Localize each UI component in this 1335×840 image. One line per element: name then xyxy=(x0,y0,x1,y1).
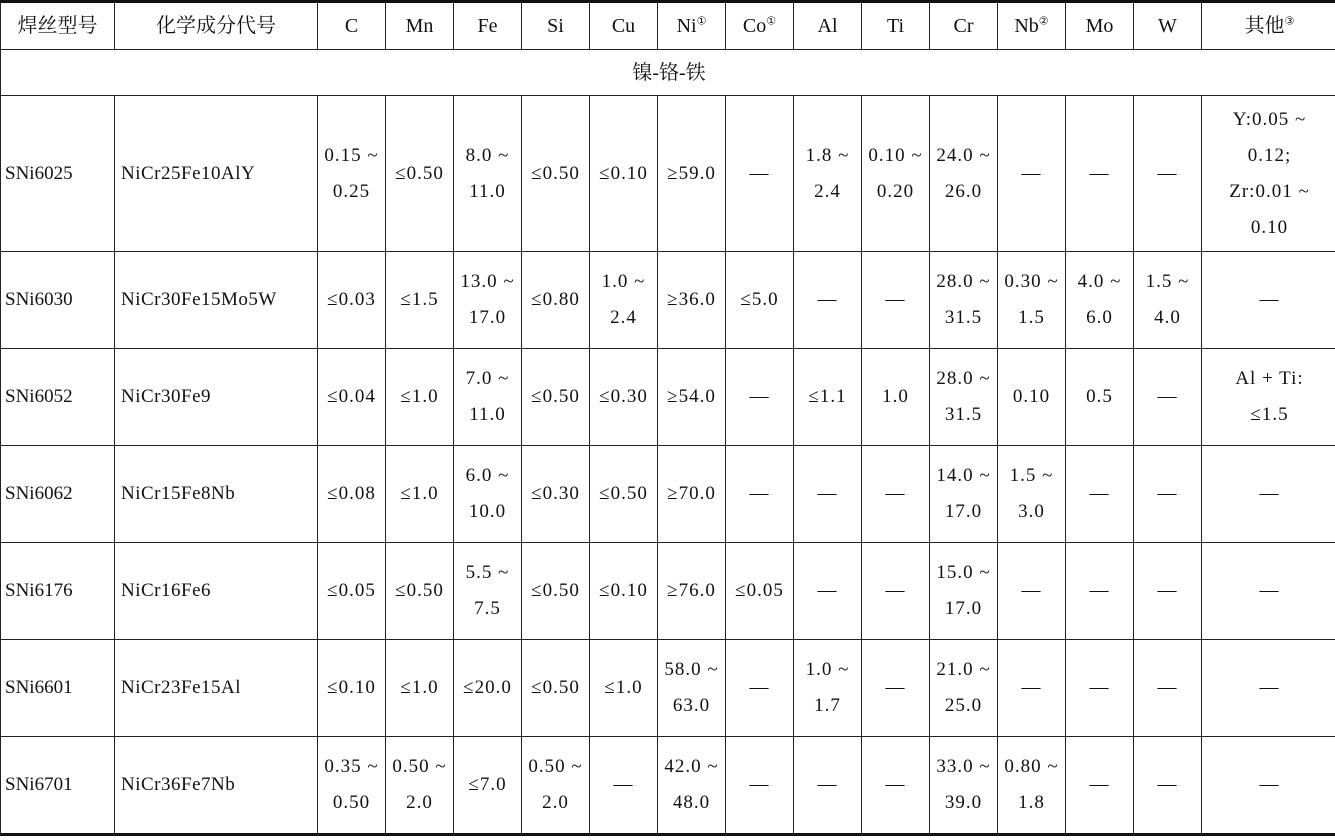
column-header-label: 其他 xyxy=(1244,15,1285,37)
table-cell: — xyxy=(1066,543,1134,640)
composition-code-cell: NiCr16Fe6 xyxy=(115,543,318,640)
column-header xyxy=(522,2,590,50)
table-cell: ≤0.50 xyxy=(386,96,454,252)
header-row xyxy=(1,2,1335,50)
column-header-label: Cu xyxy=(611,15,636,37)
table-cell: — xyxy=(998,543,1066,640)
column-header xyxy=(1,2,115,50)
table-cell: Al + Ti: ≤1.5 xyxy=(1202,349,1335,446)
wire-model-cell: SNi6176 xyxy=(1,543,115,640)
table-cell: — xyxy=(794,543,862,640)
table-cell: ≥54.0 xyxy=(658,349,726,446)
table-cell: ≤1.0 xyxy=(590,640,658,737)
footnote-marker: ① xyxy=(766,15,777,28)
table-cell: — xyxy=(590,737,658,835)
table-cell: ≤0.50 xyxy=(522,349,590,446)
column-header xyxy=(1134,2,1202,50)
column-header-label: Co xyxy=(742,15,767,37)
composition-code-cell: NiCr25Fe10AlY xyxy=(115,96,318,252)
column-header-label: Fe xyxy=(477,15,498,37)
table-cell: ≤0.80 xyxy=(522,252,590,349)
column-header xyxy=(862,2,930,50)
table-cell: ≤1.0 xyxy=(386,446,454,543)
table-cell: ≤7.0 xyxy=(454,737,522,835)
column-header xyxy=(115,2,318,50)
table-row xyxy=(1,96,1335,252)
table-cell: — xyxy=(998,640,1066,737)
table-cell: — xyxy=(1134,446,1202,543)
table-cell: ≤20.0 xyxy=(454,640,522,737)
column-header xyxy=(318,2,386,50)
table-cell: — xyxy=(726,96,794,252)
table-cell: 1.8 ~ 2.4 xyxy=(794,96,862,252)
table-cell: 0.50 ~ 2.0 xyxy=(522,737,590,835)
column-header-label: Al xyxy=(817,15,838,37)
table-cell: 42.0 ~ 48.0 xyxy=(658,737,726,835)
table-cell: 33.0 ~ 39.0 xyxy=(930,737,998,835)
table-cell: ≤0.03 xyxy=(318,252,386,349)
column-header-label: 焊丝型号 xyxy=(17,15,98,37)
table-cell: 5.5 ~ 7.5 xyxy=(454,543,522,640)
wire-model-cell: SNi6601 xyxy=(1,640,115,737)
table-cell: — xyxy=(1066,640,1134,737)
table-cell: 1.5 ~ 3.0 xyxy=(998,446,1066,543)
table-cell: — xyxy=(1202,640,1335,737)
table-cell: — xyxy=(726,349,794,446)
table-cell: — xyxy=(1066,96,1134,252)
table-cell: — xyxy=(794,446,862,543)
column-header xyxy=(590,2,658,50)
footnote-marker: ② xyxy=(1038,15,1049,28)
table-cell: — xyxy=(794,252,862,349)
table-cell: 0.30 ~ 1.5 xyxy=(998,252,1066,349)
table-cell: — xyxy=(862,252,930,349)
table-cell: ≤0.50 xyxy=(522,543,590,640)
table-cell: — xyxy=(726,737,794,835)
wire-model-cell: SNi6052 xyxy=(1,349,115,446)
table-cell: ≤1.0 xyxy=(386,349,454,446)
column-header-label: Si xyxy=(547,15,564,37)
table-cell: 28.0 ~ 31.5 xyxy=(930,252,998,349)
table-cell: ≤0.10 xyxy=(590,543,658,640)
table-cell: ≥36.0 xyxy=(658,252,726,349)
column-header-label: Ni xyxy=(676,15,697,37)
table-cell: ≤0.50 xyxy=(522,640,590,737)
table-cell: 1.0 ~ 1.7 xyxy=(794,640,862,737)
footnote-marker: ① xyxy=(696,15,707,28)
table-cell: 0.80 ~ 1.8 xyxy=(998,737,1066,835)
column-header xyxy=(930,2,998,50)
table-cell: 1.0 ~ 2.4 xyxy=(590,252,658,349)
table-cell: ≤0.04 xyxy=(318,349,386,446)
wire-model-cell: SNi6025 xyxy=(1,96,115,252)
column-header xyxy=(1066,2,1134,50)
table-cell: ≤0.50 xyxy=(386,543,454,640)
table-cell: 8.0 ~ 11.0 xyxy=(454,96,522,252)
footnote-marker: ③ xyxy=(1284,15,1295,28)
table-cell: 1.0 xyxy=(862,349,930,446)
wire-model-cell: SNi6030 xyxy=(1,252,115,349)
wire-model-cell: SNi6701 xyxy=(1,737,115,835)
composition-code-cell: NiCr15Fe8Nb xyxy=(115,446,318,543)
table-cell: — xyxy=(1134,349,1202,446)
table-cell: ≤5.0 xyxy=(726,252,794,349)
table-cell: — xyxy=(1202,543,1335,640)
table-cell: ≤0.10 xyxy=(590,96,658,252)
table-row xyxy=(1,737,1335,835)
composition-code-cell: NiCr23Fe15Al xyxy=(115,640,318,737)
column-header xyxy=(658,2,726,50)
table-cell: ≥70.0 xyxy=(658,446,726,543)
table-cell: ≤0.50 xyxy=(590,446,658,543)
column-header xyxy=(794,2,862,50)
table-cell: ≤1.5 xyxy=(386,252,454,349)
table-cell: ≤0.50 xyxy=(522,96,590,252)
table-cell: 0.15 ~ 0.25 xyxy=(318,96,386,252)
table-cell: ≥76.0 xyxy=(658,543,726,640)
table-cell: 28.0 ~ 31.5 xyxy=(930,349,998,446)
table-cell: 1.5 ~ 4.0 xyxy=(1134,252,1202,349)
table-cell: ≤1.1 xyxy=(794,349,862,446)
table-cell: 13.0 ~ 17.0 xyxy=(454,252,522,349)
column-header xyxy=(386,2,454,50)
wire-model-cell: SNi6062 xyxy=(1,446,115,543)
table-cell: — xyxy=(794,737,862,835)
column-header-label: C xyxy=(344,15,359,37)
composition-code-cell: NiCr30Fe15Mo5W xyxy=(115,252,318,349)
table-cell: 6.0 ~ 10.0 xyxy=(454,446,522,543)
table-cell: 0.10 ~ 0.20 xyxy=(862,96,930,252)
column-header xyxy=(1202,2,1335,50)
table-cell: — xyxy=(1134,543,1202,640)
table-cell: ≤1.0 xyxy=(386,640,454,737)
section-row xyxy=(1,50,1335,96)
column-header-label: Mo xyxy=(1085,15,1114,37)
table-cell: — xyxy=(1066,446,1134,543)
table-cell: 0.35 ~ 0.50 xyxy=(318,737,386,835)
table-cell: — xyxy=(862,737,930,835)
column-header xyxy=(998,2,1066,50)
table-cell: — xyxy=(726,446,794,543)
column-header-label: Ti xyxy=(886,15,905,37)
table-cell: 14.0 ~ 17.0 xyxy=(930,446,998,543)
column-header-label: 化学成分代号 xyxy=(156,15,276,37)
table-cell: 58.0 ~ 63.0 xyxy=(658,640,726,737)
table-cell: 0.5 xyxy=(1066,349,1134,446)
table-cell: — xyxy=(862,640,930,737)
table-cell: 4.0 ~ 6.0 xyxy=(1066,252,1134,349)
table-cell: ≤0.10 xyxy=(318,640,386,737)
column-header-label: Cr xyxy=(953,15,974,37)
table-cell: — xyxy=(998,96,1066,252)
table-cell: — xyxy=(1202,737,1335,835)
column-header-label: Nb xyxy=(1014,15,1039,37)
column-header xyxy=(726,2,794,50)
table-cell: Y:0.05 ~ 0.12; Zr:0.01 ~ 0.10 xyxy=(1202,96,1335,252)
table-row xyxy=(1,349,1335,446)
table-cell: 21.0 ~ 25.0 xyxy=(930,640,998,737)
composition-code-cell: NiCr36Fe7Nb xyxy=(115,737,318,835)
table-cell: — xyxy=(1202,252,1335,349)
table-cell: ≤0.05 xyxy=(318,543,386,640)
table-cell: ≤0.08 xyxy=(318,446,386,543)
table-row xyxy=(1,640,1335,737)
table-row xyxy=(1,252,1335,349)
table-cell: — xyxy=(1134,96,1202,252)
column-header-label: W xyxy=(1158,15,1177,37)
table-cell: 24.0 ~ 26.0 xyxy=(930,96,998,252)
table-cell: — xyxy=(1202,446,1335,543)
table-cell: ≥59.0 xyxy=(658,96,726,252)
table-cell: — xyxy=(1066,737,1134,835)
column-header-label: Mn xyxy=(405,15,434,37)
column-header xyxy=(454,2,522,50)
table-cell: ≤0.05 xyxy=(726,543,794,640)
table-cell: — xyxy=(862,543,930,640)
table-cell: 0.10 xyxy=(998,349,1066,446)
table-cell: — xyxy=(726,640,794,737)
table-row xyxy=(1,543,1335,640)
table-cell: — xyxy=(1134,640,1202,737)
table-cell: 0.50 ~ 2.0 xyxy=(386,737,454,835)
table-cell: 15.0 ~ 17.0 xyxy=(930,543,998,640)
composition-code-cell: NiCr30Fe9 xyxy=(115,349,318,446)
table-cell: 7.0 ~ 11.0 xyxy=(454,349,522,446)
section-title: 镍-铬-铁 xyxy=(1,50,1335,96)
table-cell: ≤0.30 xyxy=(590,349,658,446)
table-row xyxy=(1,446,1335,543)
table-cell: — xyxy=(862,446,930,543)
table-cell: ≤0.30 xyxy=(522,446,590,543)
table-cell: — xyxy=(1134,737,1202,835)
